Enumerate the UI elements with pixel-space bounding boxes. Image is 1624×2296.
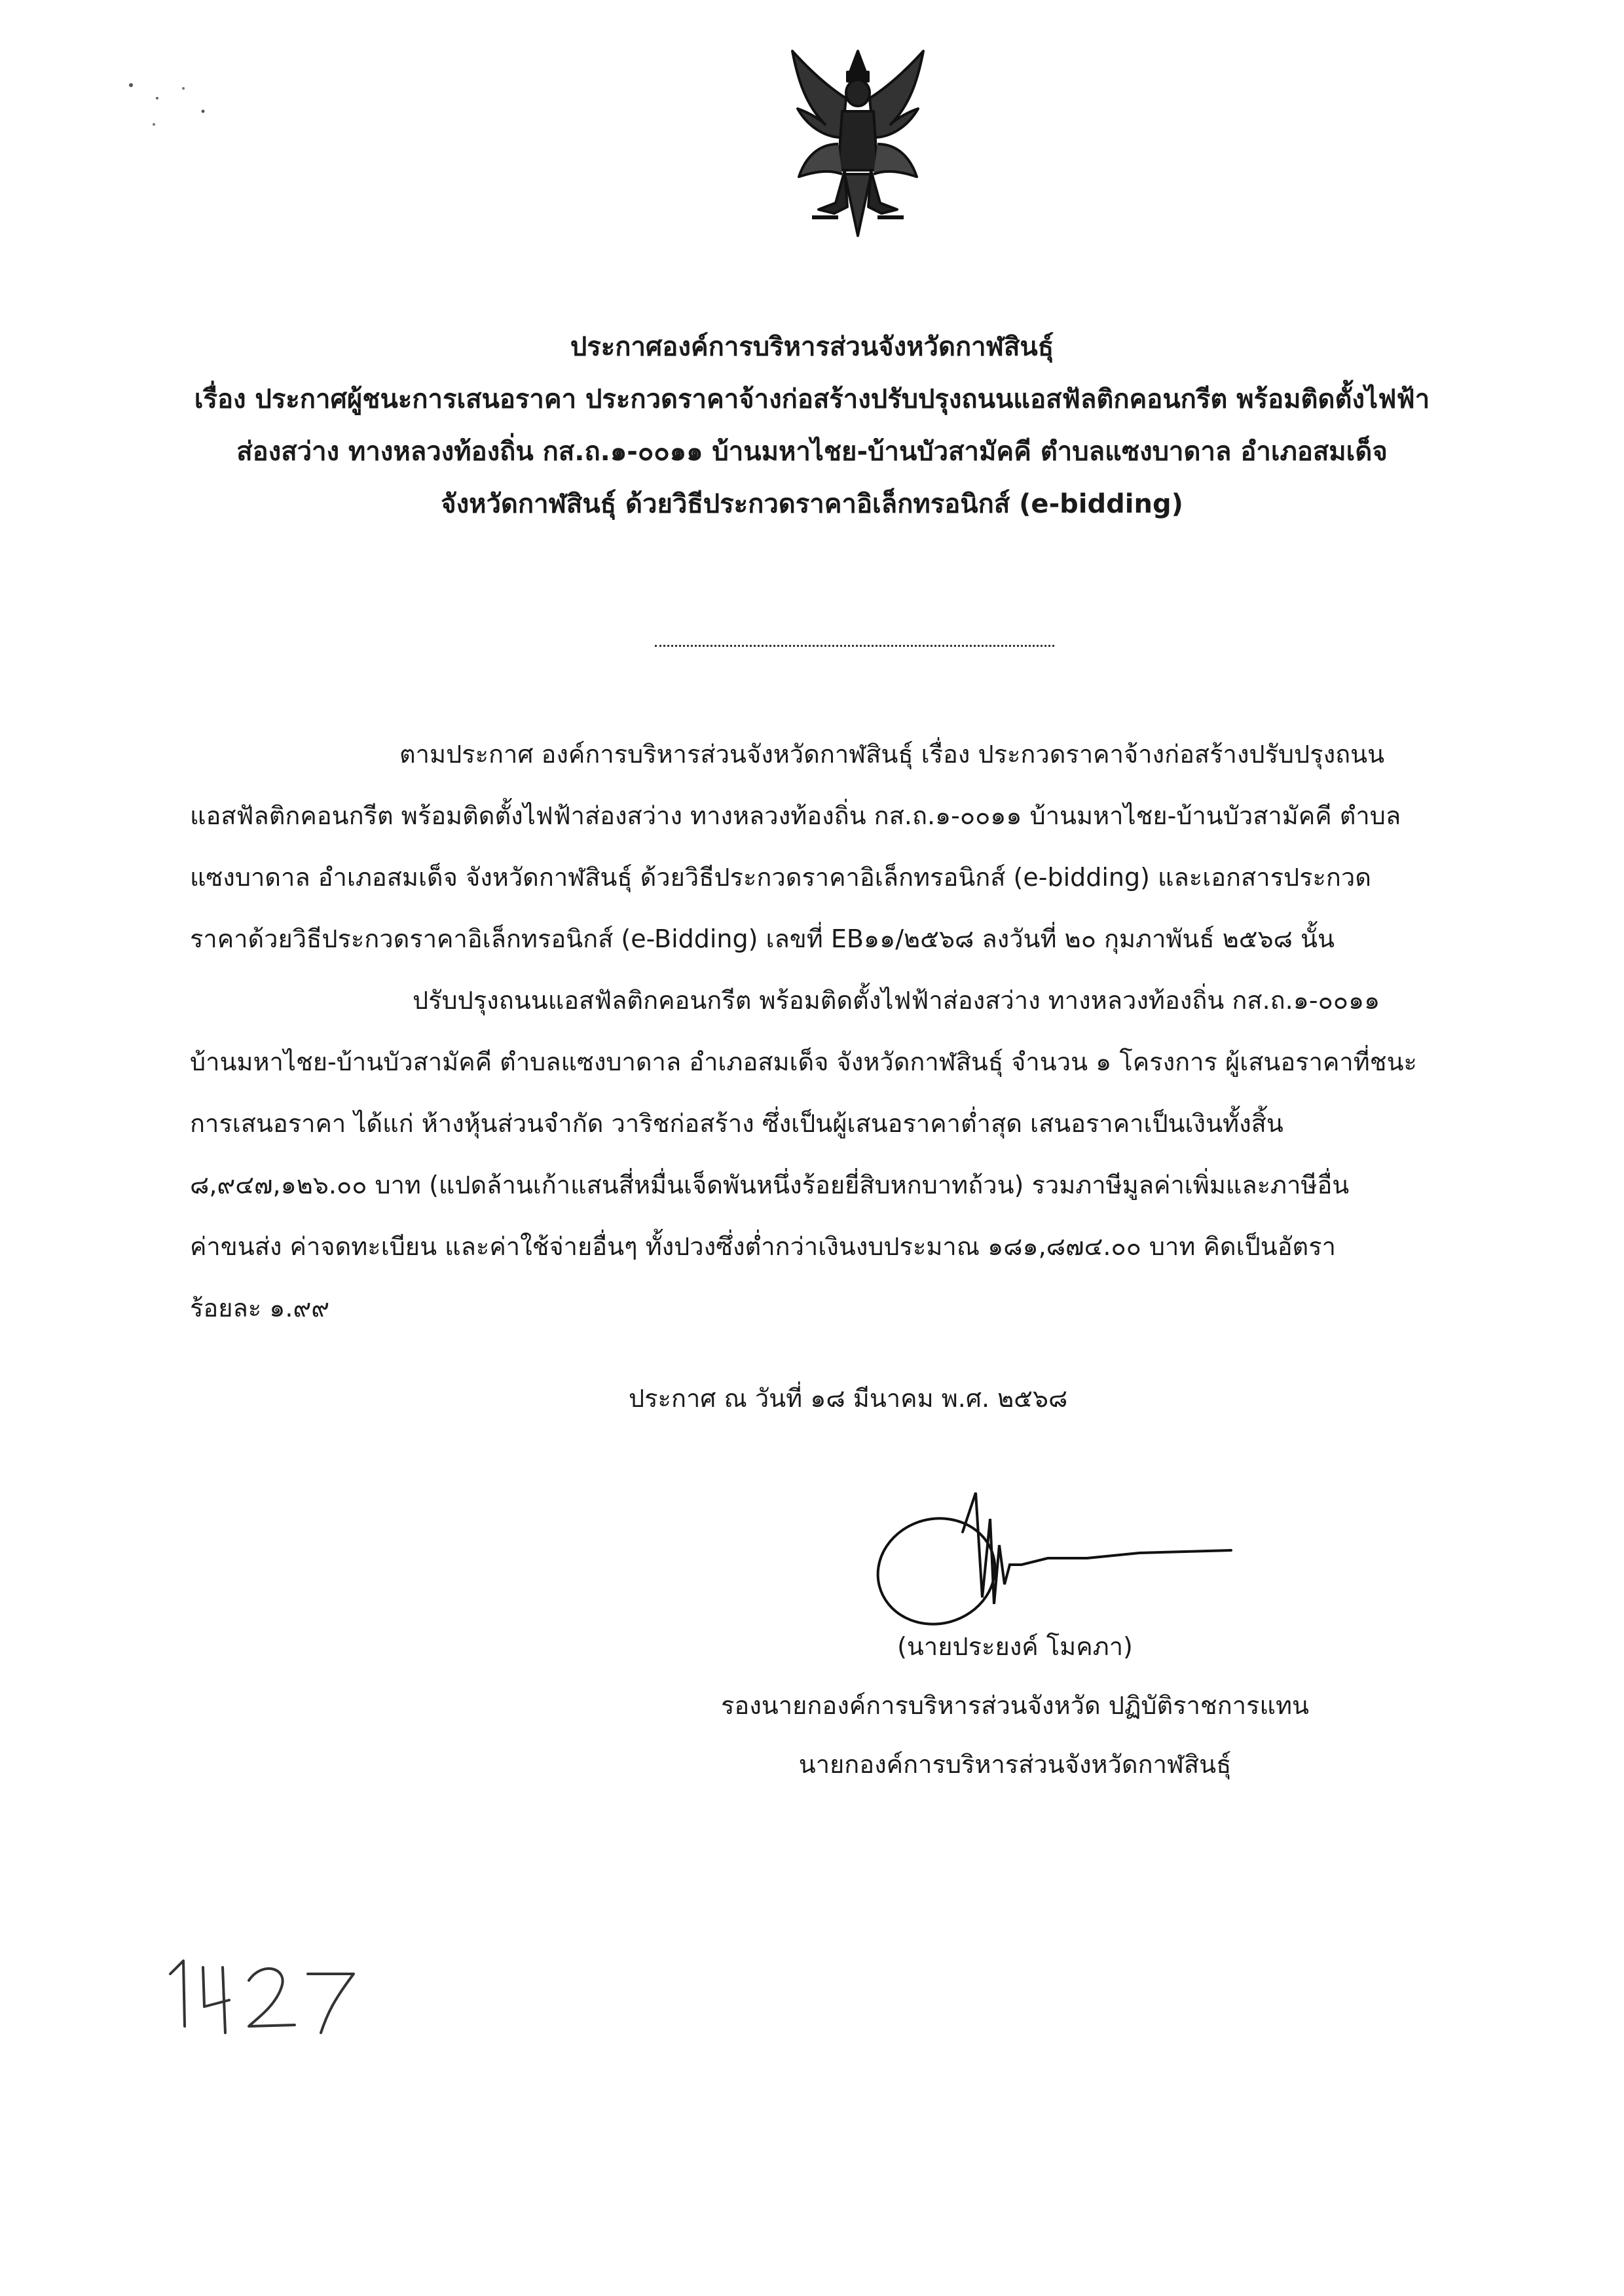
paragraph-1-line-1: ตามประกาศ องค์การบริหารส่วนจังหวัดกาฬสินธุ์ เรื่อง ประกวดราคาจ้างก่อสร้างปรับปรุงถนน: [399, 740, 1385, 769]
heading-subject-line-3: จังหวัดกาฬสินธุ์ ด้วยวิธีประกวดราคาอิเล็กทรอนิกส์ (e-bidding): [441, 489, 1183, 519]
paragraph-2-line-2: บ้านมหาไชย-บ้านบัวสามัคคี ตำบลแซงบาดาล อำเภอสมเด็จ จังหวัดกาฬสินธุ์ จำนวน ๑ โครงการ ผู้เสนอราคาที่ชนะ: [190, 1048, 1417, 1076]
paragraph-2-line-5: ค่าขนส่ง ค่าจดทะเบียน และค่าใช้จ่ายอื่นๆ ทั้งปวงซึ่งต่ำกว่าเงินงบประมาณ ๑๘๑,๘๗๔.๐๐ บาท คิดเป็นอัตรา: [190, 1232, 1336, 1261]
paragraph-1-line-3: แซงบาดาล อำเภอสมเด็จ จังหวัดกาฬสินธุ์ ด้วยวิธีประกวดราคาอิเล็กทรอนิกส์ (e-bidding) และเอกสารประกวด: [190, 863, 1371, 892]
handwritten-note: [157, 1948, 367, 2039]
scan-specks: [118, 59, 249, 151]
body-text: [190, 723, 1506, 1339]
heading-subject-line-2: ส่องสว่าง ทางหลวงท้องถิ่น กส.ถ.๑-๐๐๑๑ บ้านมหาไชย-บ้านบัวสามัคคี ตำบลแซงบาดาล อำเภอสมเด็จ: [236, 437, 1388, 467]
announcement-date: ประกาศ ณ วันที่ ๑๘ มีนาคม พ.ศ. ๒๕๖๘: [629, 1384, 1068, 1413]
garuda-emblem-icon: [779, 46, 936, 242]
signature-block: [655, 1617, 1375, 1794]
signer-position-1: รองนายกองค์การบริหารส่วนจังหวัด ปฏิบัติราชการแทน: [721, 1691, 1309, 1720]
paragraph-2-line-4: ๘,๙๔๗,๑๒๖.๐๐ บาท (แปดล้านเก้าแสนสี่หมื่นเจ็ดพันหนึ่งร้อยยี่สิบหกบาทถ้วน) รวมภาษีมูลค่าเพิ่มและภาษีอื่น: [190, 1171, 1350, 1199]
signer-name: (นายประยงค์ โมคภา): [897, 1632, 1133, 1661]
document-heading: [0, 321, 1624, 530]
paragraph-2-line-1: ปรับปรุงถนนแอสฟัลติกคอนกรีต พร้อมติดตั้งไฟฟ้าส่องสว่าง ทางหลวงท้องถิ่น กส.ถ.๑-๐๐๑๑: [413, 986, 1380, 1015]
paragraph-1-line-4: ราคาด้วยวิธีประกวดราคาอิเล็กทรอนิกส์ (e-Bidding) เลขที่ EB๑๑/๒๕๖๘ ลงวันที่ ๒๐ กุมภาพันธ์ ๒๕๖๘ นั้น: [190, 924, 1335, 953]
heading-title: ประกาศองค์การบริหารส่วนจังหวัดกาฬสินธุ์: [570, 332, 1054, 362]
separator-line: [655, 645, 1054, 647]
signer-position-2: นายกองค์การบริหารส่วนจังหวัดกาฬสินธุ์: [798, 1750, 1232, 1779]
paragraph-2-line-6: ร้อยละ ๑.๙๙: [190, 1294, 330, 1322]
heading-subject-line-1: เรื่อง ประกาศผู้ชนะการเสนอราคา ประกวดราคาจ้างก่อสร้างปรับปรุงถนนแอสฟัลติกคอนกรีต พร้อมติดตั้งไฟฟ้า: [194, 384, 1430, 414]
paragraph-1-line-2: แอสฟัลติกคอนกรีต พร้อมติดตั้งไฟฟ้าส่องสว่าง ทางหลวงท้องถิ่น กส.ถ.๑-๐๐๑๑ บ้านมหาไชย-บ้านบัวสามัคคี ตำบล: [190, 801, 1401, 830]
paragraph-2-line-3: การเสนอราคา ได้แก่ ห้างหุ้นส่วนจำกัด วาริชก่อสร้าง ซึ่งเป็นผู้เสนอราคาต่ำสุด เสนอราคาเป็นเงินทั้งสิ้น: [190, 1109, 1283, 1138]
